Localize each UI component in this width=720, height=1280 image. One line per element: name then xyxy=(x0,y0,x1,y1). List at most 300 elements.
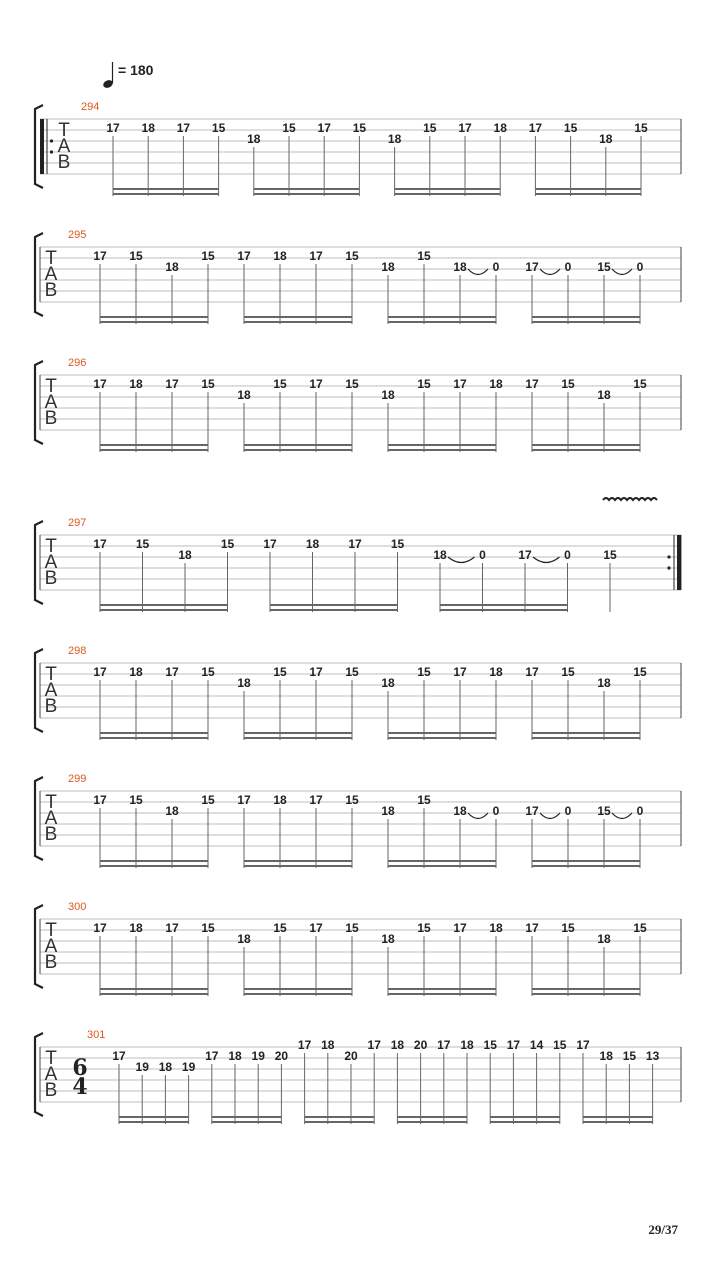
tab-note xyxy=(321,1038,335,1124)
fret-number: 17 xyxy=(518,548,532,562)
tab-note xyxy=(564,548,571,612)
tie-arc xyxy=(612,269,632,275)
tab-note xyxy=(345,665,359,740)
fret-number: 17 xyxy=(348,537,362,551)
tab-note xyxy=(561,377,575,452)
tab-note xyxy=(437,1038,451,1124)
fret-number: 17 xyxy=(525,804,539,818)
tab-system-294 xyxy=(35,101,681,196)
fret-number: 15 xyxy=(622,1049,637,1063)
fret-number: 13 xyxy=(645,1049,660,1063)
tab-note xyxy=(453,260,467,324)
fret-number: 15 xyxy=(597,804,611,818)
fret-number: 0 xyxy=(564,260,572,274)
fret-number: 0 xyxy=(636,804,644,818)
tab-note xyxy=(165,665,179,740)
tab-note xyxy=(275,1049,289,1124)
tab-letter: A xyxy=(44,936,58,957)
fret-number: 15 xyxy=(129,249,143,263)
tab-note xyxy=(453,921,467,996)
system-bracket xyxy=(35,905,43,988)
tab-note xyxy=(129,249,143,324)
tab-note xyxy=(273,921,287,996)
fret-number: 15 xyxy=(633,921,647,935)
tab-note xyxy=(637,260,644,324)
fret-number: 17 xyxy=(165,377,179,391)
fret-number: 17 xyxy=(237,793,251,807)
tab-note xyxy=(391,537,405,612)
fret-number: 18 xyxy=(433,548,447,562)
tab-note xyxy=(318,121,332,196)
tab-note xyxy=(309,921,323,996)
tab-letter: T xyxy=(45,920,57,941)
tab-note xyxy=(309,665,323,740)
system-bracket xyxy=(35,361,43,444)
tab-system-297 xyxy=(35,498,681,612)
tab-note xyxy=(489,665,503,740)
tab-note xyxy=(201,249,215,324)
tab-note xyxy=(453,665,467,740)
fret-number: 18 xyxy=(129,377,143,391)
tab-note xyxy=(159,1060,173,1124)
tab-letter: B xyxy=(44,696,58,717)
fret-number: 20 xyxy=(413,1038,428,1052)
fret-number: 17 xyxy=(93,921,107,935)
tab-note xyxy=(93,793,107,868)
fret-number: 17 xyxy=(165,665,179,679)
tab-letter: A xyxy=(44,552,58,573)
fret-number: 17 xyxy=(458,121,472,135)
tab-note xyxy=(212,121,226,196)
tie-arc xyxy=(533,557,560,563)
fret-number: 18 xyxy=(597,932,611,946)
tab-note xyxy=(565,804,572,868)
tab-note xyxy=(453,804,467,868)
fret-number: 15 xyxy=(633,377,647,391)
tab-note xyxy=(165,921,179,996)
fret-number: 18 xyxy=(237,676,251,690)
tab-note xyxy=(273,377,287,452)
tab-letter: T xyxy=(45,1048,57,1069)
fret-number: 15 xyxy=(553,1038,567,1052)
fret-number: 18 xyxy=(453,260,467,274)
fret-number: 0 xyxy=(636,260,644,274)
fret-number: 17 xyxy=(93,793,107,807)
tab-letter: A xyxy=(44,392,58,413)
tie-arc xyxy=(612,813,632,819)
fret-number: 15 xyxy=(417,921,431,935)
tab-note xyxy=(576,1038,590,1124)
fret-number: 18 xyxy=(597,388,611,402)
fret-number: 18 xyxy=(141,121,155,135)
fret-number: 17 xyxy=(528,121,543,135)
tab-note xyxy=(201,921,215,996)
tab-note xyxy=(564,121,578,196)
tab-note xyxy=(142,121,156,196)
tab-letter: B xyxy=(44,280,58,301)
tab-letter: B xyxy=(44,1080,58,1101)
fret-number: 18 xyxy=(381,388,395,402)
tab-note xyxy=(633,665,647,740)
tab-letter: A xyxy=(57,136,71,157)
tab-note xyxy=(565,260,572,324)
tab-letter: T xyxy=(58,120,70,141)
fret-number: 17 xyxy=(576,1038,590,1052)
tab-note xyxy=(93,921,107,996)
fret-number: 19 xyxy=(181,1060,196,1074)
fret-number: 14 xyxy=(529,1038,544,1052)
tab-note xyxy=(136,1060,150,1124)
tab-note xyxy=(381,804,395,868)
tab-note xyxy=(553,1038,567,1124)
tab-note xyxy=(237,932,251,996)
tab-note xyxy=(165,804,179,868)
fret-number: 18 xyxy=(460,1038,474,1052)
fret-number: 18 xyxy=(228,1049,242,1063)
fret-number: 15 xyxy=(273,665,287,679)
fret-number: 17 xyxy=(506,1038,521,1052)
tab-note xyxy=(228,1049,242,1124)
tab-note xyxy=(518,548,532,612)
tab-note xyxy=(368,1038,382,1124)
fret-number: 17 xyxy=(93,377,107,391)
tab-system-300 xyxy=(35,901,681,996)
fret-number: 17 xyxy=(106,121,120,135)
fret-number: 20 xyxy=(274,1049,289,1063)
tab-note xyxy=(633,921,647,996)
fret-number: 17 xyxy=(317,121,331,135)
fret-number: 15 xyxy=(345,249,359,263)
tie-arc xyxy=(468,813,488,819)
tab-note xyxy=(599,132,613,196)
tab-note xyxy=(345,377,359,452)
tab-letter: A xyxy=(44,264,58,285)
fret-number: 17 xyxy=(437,1038,451,1052)
fret-number: 18 xyxy=(489,377,503,391)
fret-number: 17 xyxy=(309,665,323,679)
time-signature-top: 6 xyxy=(72,1055,88,1081)
fret-number: 15 xyxy=(423,121,437,135)
tab-note xyxy=(561,665,575,740)
tab-note xyxy=(237,388,251,452)
tab-note xyxy=(201,793,215,868)
tab-letter: A xyxy=(44,808,58,829)
tab-note xyxy=(136,537,150,612)
fret-number: 18 xyxy=(237,932,251,946)
fret-number: 17 xyxy=(309,921,323,935)
tab-note xyxy=(597,804,611,868)
fret-number: 15 xyxy=(201,665,215,679)
system-bracket xyxy=(35,233,43,316)
vibrato-icon xyxy=(603,498,657,500)
repeat-end-thick-bar xyxy=(677,535,681,590)
tab-note xyxy=(273,249,287,324)
tab-note xyxy=(417,249,431,324)
fret-number: 15 xyxy=(201,249,215,263)
tab-note xyxy=(263,537,277,612)
fret-number: 15 xyxy=(597,260,611,274)
tab-note xyxy=(306,537,320,612)
tab-note xyxy=(247,132,261,196)
fret-number: 17 xyxy=(93,537,107,551)
fret-number: 15 xyxy=(417,793,431,807)
tab-note xyxy=(345,921,359,996)
measure-number: 296 xyxy=(68,357,87,369)
tie-arc xyxy=(448,557,475,563)
page-number: 29/37 xyxy=(648,1222,678,1237)
measure-number: 300 xyxy=(68,901,87,913)
fret-number: 15 xyxy=(563,121,578,135)
tab-note xyxy=(433,548,447,612)
tab-note xyxy=(129,377,143,452)
tab-letter: T xyxy=(45,664,57,685)
tab-note xyxy=(353,121,367,196)
tab-note xyxy=(388,132,402,196)
tab-note xyxy=(93,537,107,612)
tab-note xyxy=(177,121,191,196)
tab-note xyxy=(479,548,486,612)
fret-number: 15 xyxy=(561,377,575,391)
fret-number: 18 xyxy=(165,804,179,818)
tab-system-296 xyxy=(35,357,681,452)
tab-note xyxy=(237,249,251,324)
tab-note xyxy=(600,1049,614,1124)
fret-number: 20 xyxy=(344,1049,358,1063)
tab-note xyxy=(237,676,251,740)
tab-system-301 xyxy=(35,1029,681,1124)
fret-number: 18 xyxy=(599,1049,613,1063)
tab-note xyxy=(460,1038,474,1124)
tab-note xyxy=(381,388,395,452)
repeat-dot xyxy=(667,566,670,569)
tab-note xyxy=(348,537,362,612)
tab-letter: B xyxy=(57,152,71,173)
fret-number: 17 xyxy=(453,921,467,935)
fret-number: 15 xyxy=(273,921,287,935)
tab-note xyxy=(529,121,543,196)
tab-note xyxy=(494,121,508,196)
tie-arc xyxy=(540,813,560,819)
tab-letter: B xyxy=(44,952,58,973)
tab-note xyxy=(129,793,143,868)
system-bracket xyxy=(35,777,43,860)
measure-number: 297 xyxy=(68,517,87,529)
fret-number: 18 xyxy=(129,921,143,935)
tab-note xyxy=(646,1049,660,1124)
tab-note xyxy=(309,377,323,452)
tab-system-298 xyxy=(35,645,681,740)
fret-number: 18 xyxy=(381,932,395,946)
tab-note xyxy=(273,793,287,868)
tab-note xyxy=(561,921,575,996)
tab-letter: T xyxy=(45,376,57,397)
tab-note xyxy=(282,121,296,196)
fret-number: 17 xyxy=(237,249,251,263)
fret-number: 15 xyxy=(345,793,359,807)
tab-letter: B xyxy=(44,408,58,429)
tab-letter: B xyxy=(44,568,58,589)
tab-note xyxy=(603,548,617,612)
fret-number: 15 xyxy=(561,921,575,935)
fret-number: 18 xyxy=(381,260,395,274)
tab-note xyxy=(344,1049,358,1124)
fret-number: 15 xyxy=(201,793,215,807)
fret-number: 15 xyxy=(201,377,215,391)
fret-number: 19 xyxy=(135,1060,149,1074)
fret-number: 18 xyxy=(247,132,261,146)
measure-number: 294 xyxy=(81,101,100,113)
fret-number: 17 xyxy=(525,377,539,391)
tab-note xyxy=(417,665,431,740)
fret-number: 18 xyxy=(381,804,395,818)
fret-number: 18 xyxy=(453,804,467,818)
repeat-dot xyxy=(667,555,670,558)
tab-letter: A xyxy=(44,1064,58,1085)
fret-number: 18 xyxy=(390,1038,405,1052)
tempo-marking xyxy=(102,62,154,89)
tempo-value: = 180 xyxy=(118,62,154,78)
tab-note xyxy=(637,804,644,868)
tab-note xyxy=(507,1038,521,1124)
fret-number: 19 xyxy=(251,1049,265,1063)
fret-number: 15 xyxy=(352,121,367,135)
tab-note xyxy=(484,1038,498,1124)
fret-number: 17 xyxy=(525,921,539,935)
repeat-dot xyxy=(50,139,53,142)
tab-note xyxy=(525,260,539,324)
tab-note xyxy=(201,665,215,740)
fret-number: 17 xyxy=(263,537,277,551)
fret-number: 17 xyxy=(309,793,323,807)
tab-note xyxy=(165,260,179,324)
fret-number: 17 xyxy=(93,665,107,679)
tab-note xyxy=(525,665,539,740)
tab-note xyxy=(597,932,611,996)
fret-number: 17 xyxy=(453,665,467,679)
fret-number: 17 xyxy=(525,665,539,679)
tab-note xyxy=(634,121,648,196)
fret-number: 15 xyxy=(273,377,287,391)
fret-number: 15 xyxy=(633,665,647,679)
tab-note xyxy=(221,537,235,612)
tab-note xyxy=(345,793,359,868)
repeat-dot xyxy=(50,150,53,153)
tab-note xyxy=(458,121,472,196)
tab-note xyxy=(489,921,503,996)
fret-number: 18 xyxy=(597,676,611,690)
tab-letter: A xyxy=(44,680,58,701)
tab-note xyxy=(633,377,647,452)
tab-note xyxy=(381,676,395,740)
tab-letter: T xyxy=(45,792,57,813)
fret-number: 0 xyxy=(564,548,571,562)
measure-number: 295 xyxy=(68,229,87,241)
fret-number: 17 xyxy=(309,249,323,263)
tie-arc xyxy=(468,269,488,275)
fret-number: 17 xyxy=(453,377,467,391)
fret-number: 18 xyxy=(493,121,507,135)
time-signature-bottom: 4 xyxy=(72,1074,88,1100)
tie-arc xyxy=(540,269,560,275)
tab-note xyxy=(381,260,395,324)
fret-number: 15 xyxy=(211,121,226,135)
tab-note xyxy=(298,1038,312,1124)
tab-note xyxy=(530,1038,544,1124)
tab-letter: B xyxy=(44,824,58,845)
tab-note xyxy=(93,377,107,452)
tab-note xyxy=(309,249,323,324)
tab-note xyxy=(417,793,431,868)
tab-note xyxy=(525,921,539,996)
tab-note xyxy=(178,548,192,612)
fret-number: 18 xyxy=(273,249,287,263)
fret-number: 17 xyxy=(309,377,323,391)
fret-number: 17 xyxy=(205,1049,219,1063)
fret-number: 18 xyxy=(321,1038,335,1052)
tab-note xyxy=(597,260,611,324)
fret-number: 15 xyxy=(603,548,617,562)
system-bracket xyxy=(35,1033,43,1116)
fret-number: 15 xyxy=(417,377,431,391)
tab-letter: T xyxy=(45,248,57,269)
fret-number: 15 xyxy=(345,665,359,679)
fret-number: 0 xyxy=(564,804,572,818)
tab-note xyxy=(273,665,287,740)
tab-note xyxy=(489,377,503,452)
fret-number: 18 xyxy=(129,665,143,679)
fret-number: 15 xyxy=(345,377,359,391)
measure-number: 301 xyxy=(87,1029,106,1041)
tab-note xyxy=(345,249,359,324)
fret-number: 17 xyxy=(165,921,179,935)
tab-note xyxy=(417,377,431,452)
tab-note xyxy=(129,665,143,740)
tab-note xyxy=(205,1049,219,1124)
tab-note xyxy=(93,665,107,740)
fret-number: 15 xyxy=(282,121,296,135)
fret-number: 18 xyxy=(273,793,287,807)
repeat-start-thick-bar xyxy=(40,119,44,174)
fret-number: 15 xyxy=(417,249,431,263)
fret-number: 15 xyxy=(417,665,431,679)
tab-note xyxy=(597,676,611,740)
fret-number: 17 xyxy=(367,1038,381,1052)
fret-number: 17 xyxy=(176,121,191,135)
fret-number: 18 xyxy=(599,132,613,146)
fret-number: 15 xyxy=(561,665,575,679)
fret-number: 0 xyxy=(492,260,500,274)
tab-note xyxy=(525,377,539,452)
tab-note xyxy=(309,793,323,868)
fret-number: 18 xyxy=(305,537,320,551)
fret-number: 15 xyxy=(220,537,235,551)
fret-number: 15 xyxy=(345,921,359,935)
fret-number: 18 xyxy=(158,1060,173,1074)
tab-note xyxy=(112,1049,126,1124)
fret-number: 18 xyxy=(237,388,251,402)
tab-note xyxy=(423,121,437,196)
tab-note xyxy=(381,932,395,996)
fret-number: 18 xyxy=(489,921,503,935)
system-bracket xyxy=(35,649,43,732)
fret-number: 18 xyxy=(178,548,192,562)
fret-number: 15 xyxy=(201,921,215,935)
tab-note xyxy=(597,388,611,452)
tab-note xyxy=(129,921,143,996)
fret-number: 15 xyxy=(390,537,405,551)
fret-number: 18 xyxy=(165,260,179,274)
tab-system-295 xyxy=(35,229,681,324)
